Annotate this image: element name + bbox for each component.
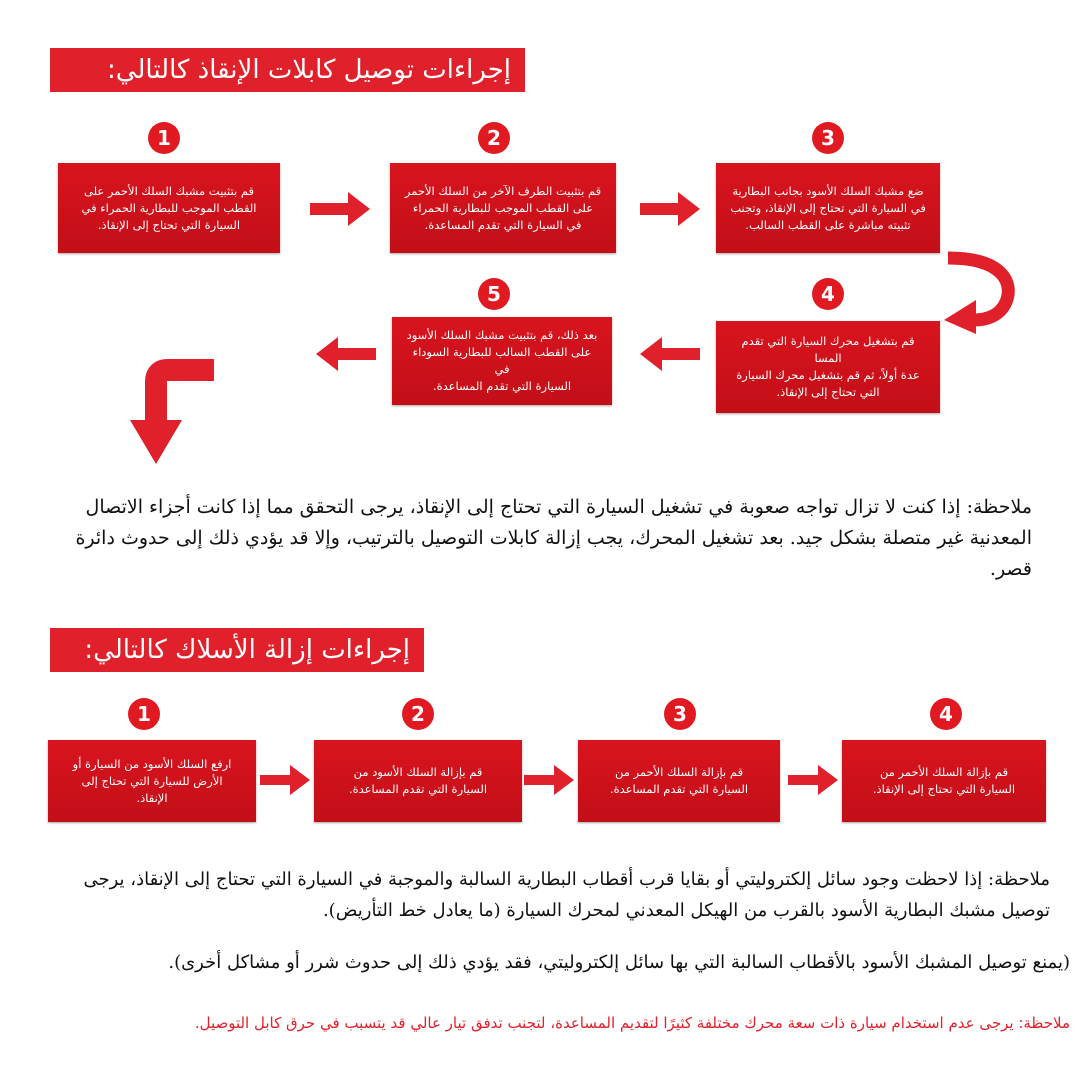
bent-down-arrow-icon [128,358,214,466]
step-line: السيارة التي تحتاج إلى الإنقاذ. [872,782,1016,796]
connect-step-3 [716,163,940,253]
arrow-right-icon [260,765,310,795]
step-line: في السيارة التي تقدم المساعدة. [424,217,582,232]
step-number-badge: 5 [478,278,510,310]
step-line: السيارة التي تحتاج إلى الإنقاذ. [97,217,241,232]
note-connection-troubleshooting: ملاحظة: إذا كنت لا تزال تواجه صعوبة في تشغيل السيارة التي تحتاج إلى الإنقاذ، يرجى التحقق مما إذا كانت أجزاء الاتصال المعدنية غير متصلة بشكل جيد. بعد تشغيل المحرك، يجب إزالة كابلات التوصيل بالترتيب، وإلا قد يؤدي ذلك إلى حدوث دائرة قصر. [75,496,1032,580]
connect-step-4 [716,321,940,413]
step-line: السيارة التي تقدم المساعدة. [432,379,572,393]
step-line: الأرض للسيارة التي تحتاج إلى [81,773,223,788]
arrow-right-icon [640,192,700,226]
step-number-badge: 3 [812,122,844,154]
step-line: التي تحتاج إلى الإنقاذ. [776,385,880,399]
note-spark-warning: (يمنع توصيل المشبك الأسود بالأقطاب السالبة التي بها سائل إلكتروليتي، فقد يؤدي ذلك إلى حدوث شرر أو مشاكل أخرى). [168,952,1070,973]
step-line: ضع مشبك السلك الأسود بجانب البطارية [732,183,924,198]
step-line: قم بتشغيل محرك السيارة التي تقدم المسا [741,334,915,365]
step-line: الإنقاذ. [136,790,168,805]
section-title-removal: إجراءات إزالة الأسلاك كالتالي: [50,628,424,672]
arrow-right-icon [524,765,574,795]
removal-step-2 [314,740,522,822]
step-line: عدة أولاً، ثم قم بتشغيل محرك السيارة [736,368,920,382]
step-number-badge: 2 [402,698,434,730]
section-title-connect: إجراءات توصيل كابلات الإنقاذ كالتالي: [50,48,525,92]
step-line: على القطب الموجب للبطارية الحمراء [412,200,594,215]
arrow-right-icon [788,765,838,795]
step-line: السيارة التي تقدم المساعدة. [348,782,488,796]
arrow-left-icon [640,337,700,371]
step-line: قم بإزالة السلك الأسود من [353,765,483,779]
arrow-left-icon [316,337,376,371]
step-line: السيارة التي تقدم المساعدة. [609,782,749,796]
step-number-badge: 1 [148,122,180,154]
removal-step-1 [48,740,256,822]
step-number-badge: 4 [930,698,962,730]
note-engine-capacity-warning: ملاحظة: يرجى عدم استخدام سيارة ذات سعة محرك مختلفة كثيرًا لتقديم المساعدة، لتجنب تدفق تيار عالي قد يتسبب في حرق كابل التوصيل. [194,1014,1070,1032]
step-line: قم بإزالة السلك الأحمر من [614,765,744,779]
removal-step-4 [842,740,1046,822]
step-line: ارفع السلك الأسود من السيارة أو [72,756,232,771]
connect-step-2 [390,163,616,253]
note-electrolyte-grounding: ملاحظة: إذا لاحظت وجود سائل إلكتروليتي أو بقايا قرب أقطاب البطارية السالبة والموجبة في السيارة التي تحتاج إلى الإنقاذ، يرجى توصيل مشبك البطارية الأسود بالقرب من الهيكل المعدني لمحرك السيارة (ما يعادل خط التأريض). [83,869,1050,921]
step-number-badge: 1 [128,698,160,730]
arrow-right-icon [310,192,370,226]
step-line: تثبيته مباشرة على القطب السالب. [745,217,911,232]
step-line: قم بتثبيت الطرف الآخر من السلك الأحمر [404,183,602,198]
step-line: قم بإزالة السلك الأحمر من [879,765,1009,779]
step-number-badge: 4 [812,278,844,310]
step-number-badge: 2 [478,122,510,154]
connect-step-5 [392,317,612,405]
step-line: قم بتثبيت مشبك السلك الأحمر على [84,183,254,198]
step-line: بعد ذلك، قم بتثبيت مشبك السلك الأسود [406,328,598,342]
u-turn-arrow-icon [940,252,1022,334]
step-number-badge: 3 [664,698,696,730]
step-line: على القطب السالب للبطارية السوداء في [412,345,592,376]
removal-step-3 [578,740,780,822]
connect-step-1 [58,163,280,253]
step-line: في السيارة التي تحتاج إلى الإنقاذ، وتجنب [730,200,926,215]
step-line: القطب الموجب للبطارية الحمراء في [81,200,257,215]
